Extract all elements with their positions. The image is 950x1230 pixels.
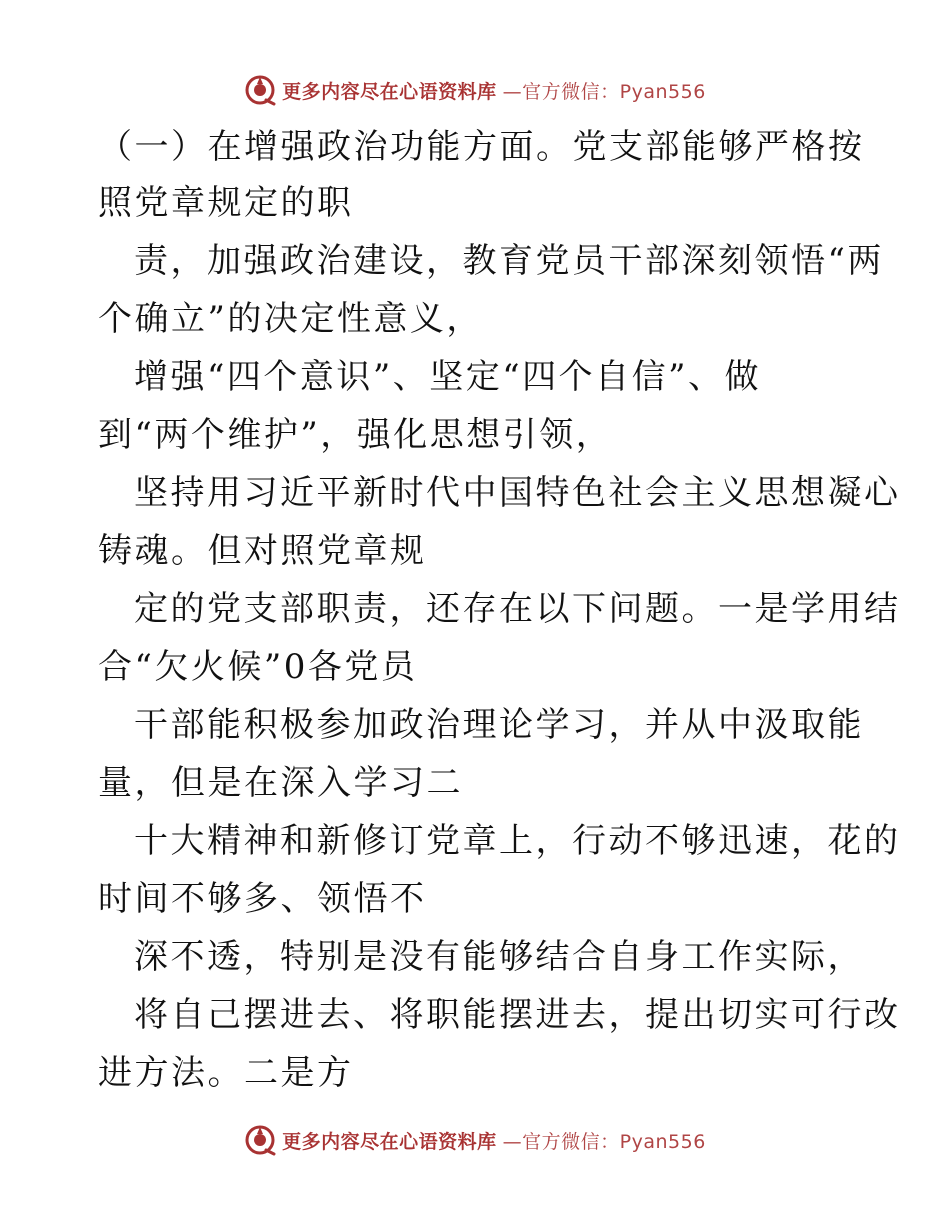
header-watermark [0, 72, 950, 108]
watermark-contact: —官方微信：Pyan556 [502, 80, 706, 103]
text-line: 坚持用习近平新时代中国特色社会主义思想凝心 [134, 473, 901, 513]
text-line: 增强“四个意识”、坚定“四个自信”、做 [134, 357, 762, 397]
text-line: 时间不够多、领悟不 [98, 879, 427, 919]
text-line: 将自己摆进去、将职能摆进去，提出切实可行改 [134, 995, 901, 1035]
text-line: 到“两个维护”，强化思想引领， [98, 415, 613, 455]
text-line: 照党章规定的职 [98, 183, 354, 223]
logo-icon [244, 74, 276, 106]
footer-watermark [0, 1122, 950, 1158]
text-line: 进方法。二是方 [98, 1053, 354, 1093]
text-line: 铸魂。但对照党章规 [98, 531, 427, 571]
text-line: 干部能积极参加政治理论学习，并从中汲取能 [134, 705, 864, 745]
text-line: 定的党支部职责，还存在以下问题。一是学用结 [134, 589, 901, 629]
text-line: （一）在增强政治功能方面。党支部能够严格按 [98, 127, 865, 167]
watermark-brand: 更多内容尽在心语资料库 [282, 1130, 497, 1153]
text-line: 责，加强政治建设，教育党员干部深刻领悟“两 [134, 241, 884, 281]
text-line: 深不透，特别是没有能够结合自身工作实际， [134, 937, 864, 977]
text-line: 个确立”的决定性意义， [98, 299, 483, 339]
watermark-brand: 更多内容尽在心语资料库 [282, 80, 497, 103]
logo-icon [244, 1124, 276, 1156]
text-line: 十大精神和新修订党章上，行动不够迅速，花的 [134, 821, 901, 861]
text-line: 合“欠火候”0各党员 [98, 647, 418, 687]
text-line: 量，但是在深入学习二 [98, 763, 463, 803]
watermark-contact: —官方微信：Pyan556 [502, 1130, 706, 1153]
